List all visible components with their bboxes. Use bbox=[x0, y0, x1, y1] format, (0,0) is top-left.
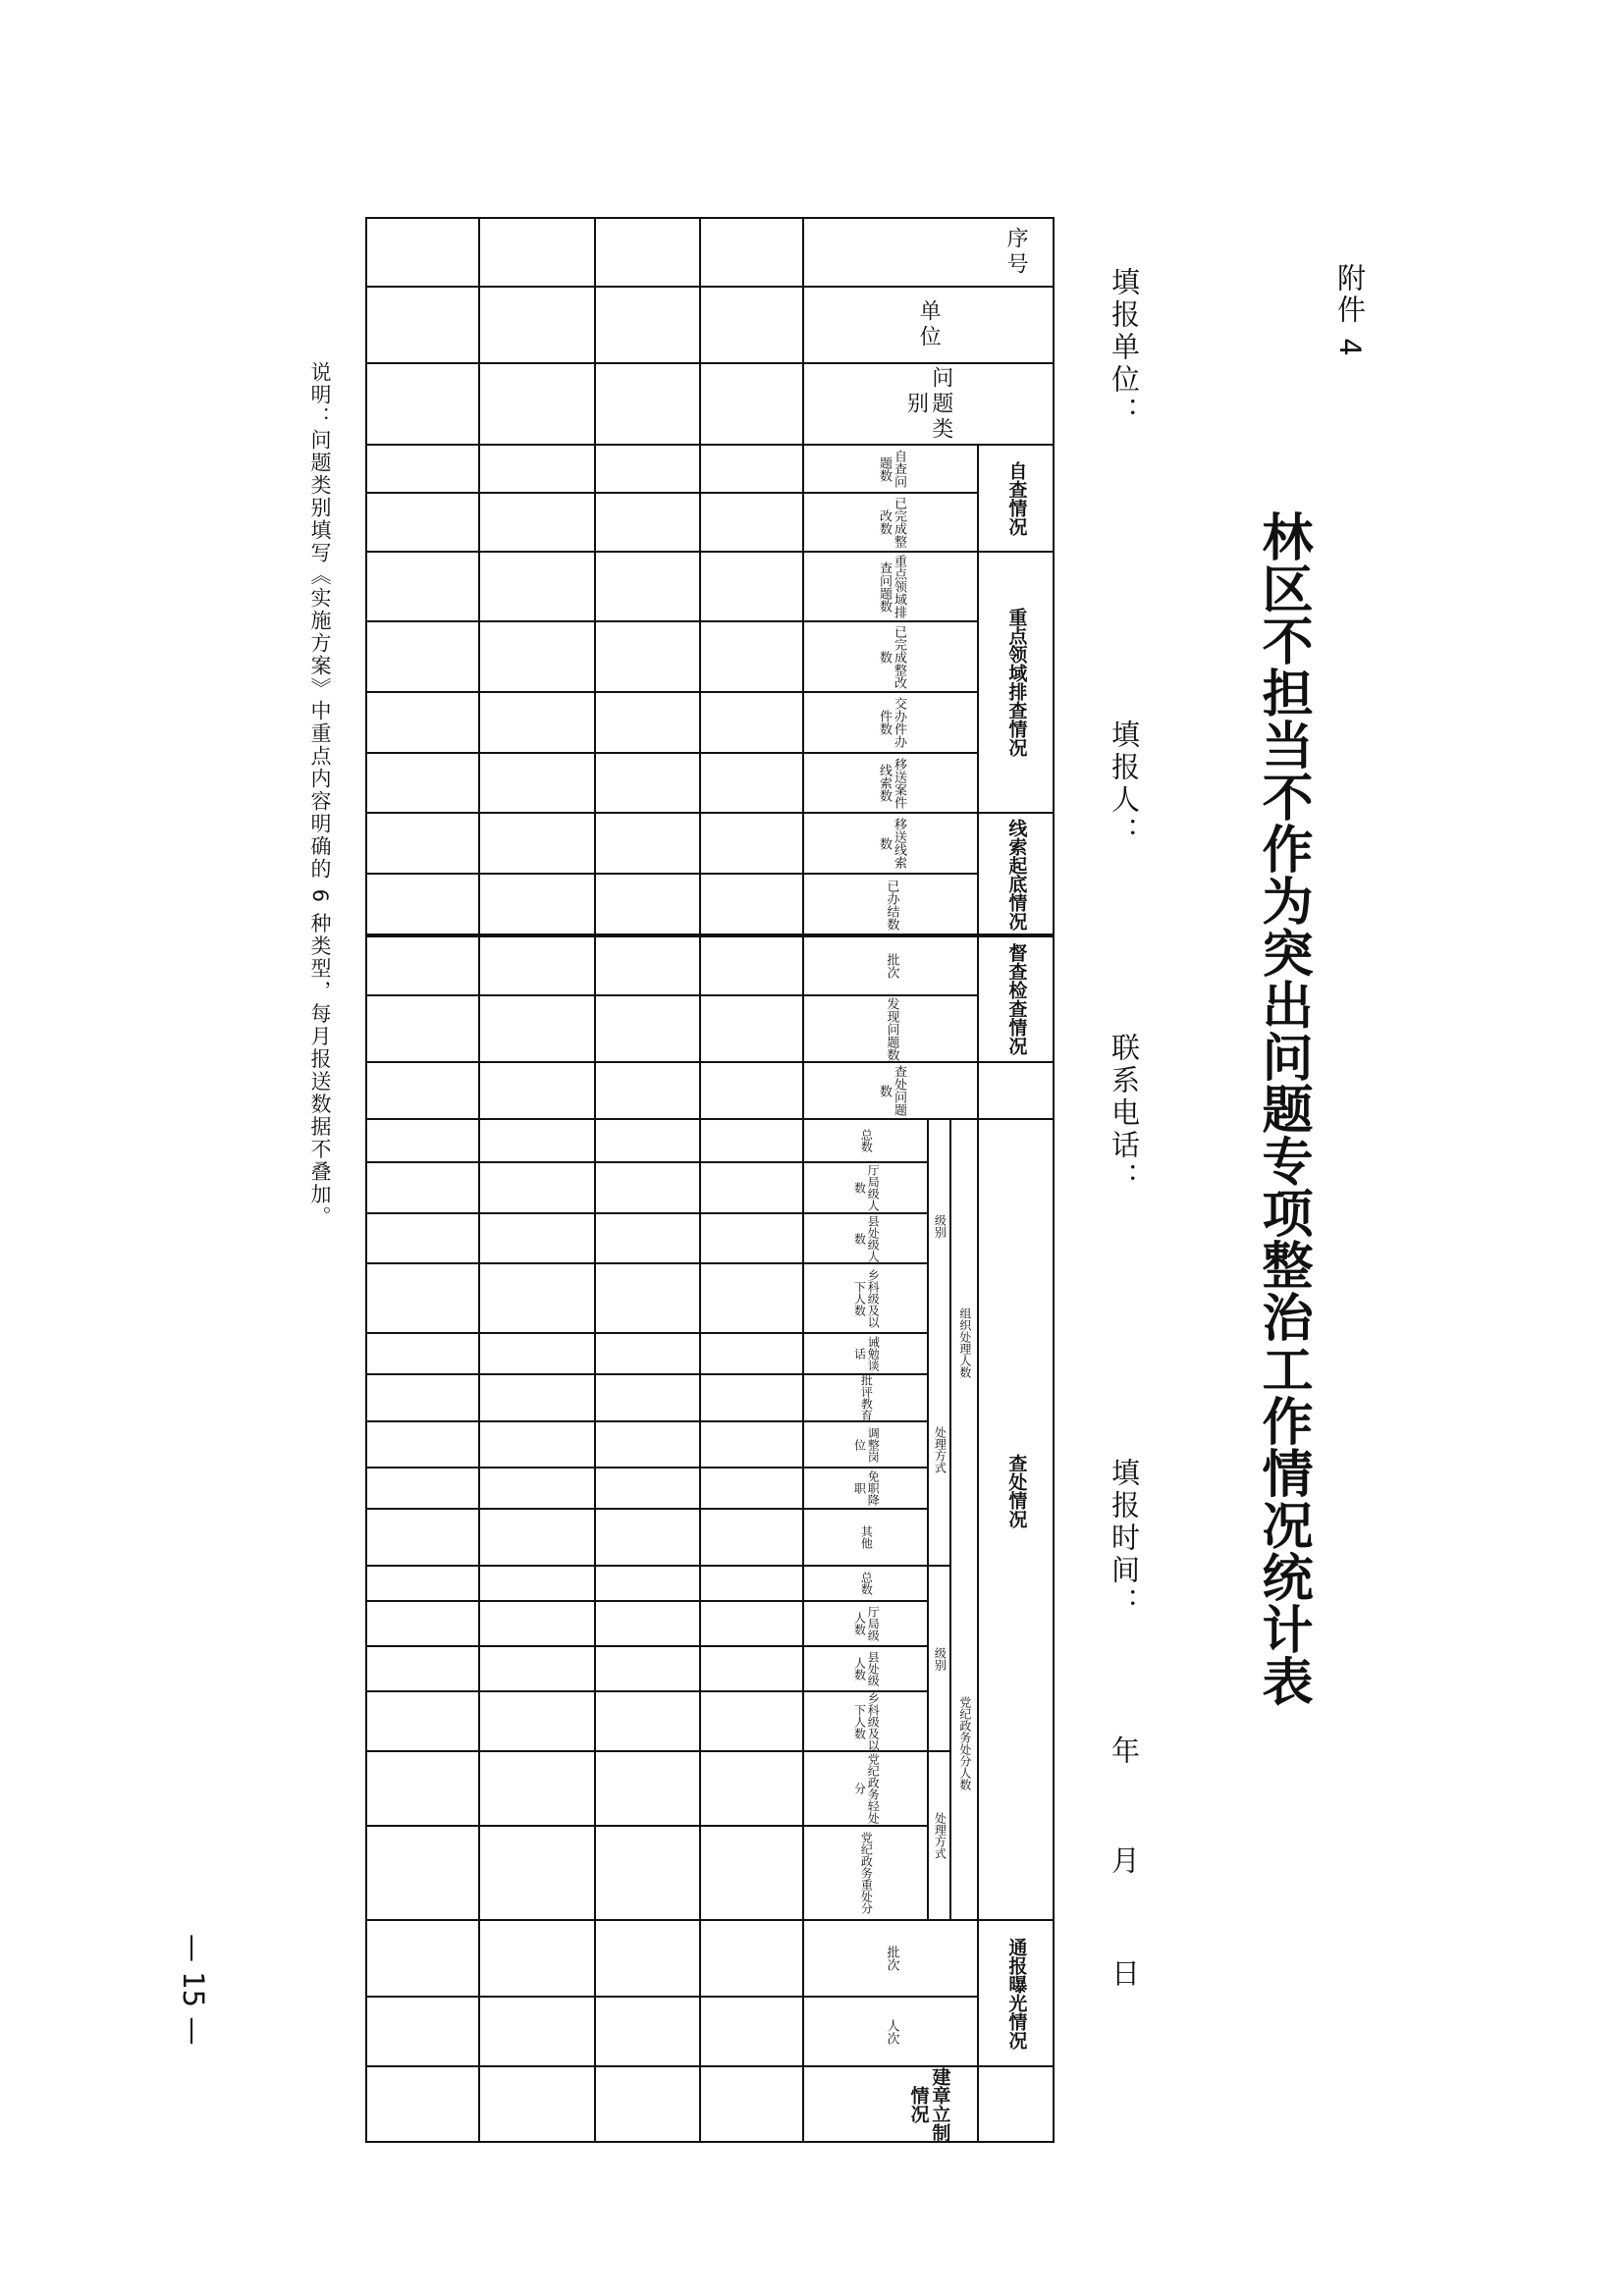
subgroup-org-people: 组织处理人数 bbox=[957, 1307, 972, 1378]
col-org-m3: 调整岗位 bbox=[852, 1426, 881, 1463]
col-disc-xiang: 乡科级及以下人数 bbox=[852, 1691, 881, 1751]
subgroup-disc-level: 级别 bbox=[933, 1646, 947, 1671]
field-filer: 填报人： bbox=[1108, 720, 1141, 849]
field-year: 年 bbox=[1108, 1735, 1141, 1764]
col-org-m4: 免职降职 bbox=[852, 1470, 881, 1506]
attachment-label: 附件 4 bbox=[1333, 263, 1367, 359]
col-self-fixed: 已完成整改数 bbox=[877, 497, 906, 548]
col-notify-people: 人次 bbox=[884, 2018, 899, 2045]
group-notify: 通报曝光情况 bbox=[1005, 1937, 1028, 2050]
col-unit: 单位 bbox=[916, 299, 942, 350]
col-key-found: 重点领域排查问题数 bbox=[877, 555, 906, 618]
col-disc-ting: 厅局级人数 bbox=[852, 1606, 881, 1641]
field-fill-time: 填报时间： bbox=[1108, 1458, 1141, 1620]
group-key-areas: 重点领域排查情况 bbox=[1005, 608, 1028, 757]
subgroup-disc-people: 党纪政务处分人数 bbox=[957, 1695, 972, 1790]
document-title: 林区不担当不作为突出问题专项整治工作情况统计表 bbox=[1253, 510, 1313, 1707]
col-org-m1: 诫勉谈话 bbox=[852, 1336, 881, 1371]
col-key-fixed: 已完成整改数 bbox=[877, 624, 906, 689]
group-inspection: 督查检查情况 bbox=[1005, 942, 1028, 1055]
group-self-check: 自查情况 bbox=[1005, 460, 1028, 536]
page-number: — 15 — bbox=[177, 1934, 210, 2046]
col-key-transfer: 移送案件线索数 bbox=[877, 757, 906, 809]
col-org-m2: 批评教育 bbox=[859, 1374, 874, 1421]
field-month: 月 bbox=[1108, 1845, 1141, 1874]
col-self-found: 自查问题数 bbox=[877, 450, 906, 488]
subgroup-org-method: 处理方式 bbox=[933, 1425, 947, 1473]
col-disc-m2: 党纪政务重处分 bbox=[859, 1832, 874, 1914]
col-inv-cases: 查处问题数 bbox=[877, 1065, 906, 1116]
col-clue-count: 移送线索数 bbox=[877, 818, 906, 869]
col-notify-batch: 批次 bbox=[884, 1946, 899, 1971]
field-phone: 联系电话： bbox=[1108, 1033, 1141, 1195]
field-day: 日 bbox=[1108, 1958, 1141, 1987]
col-org-ting: 厅局级人数 bbox=[852, 1164, 881, 1211]
group-rules: 建章立制情况 bbox=[907, 2066, 951, 2142]
col-disc-total: 总数 bbox=[859, 1572, 874, 1595]
col-key-handled: 交办件办件数 bbox=[877, 697, 906, 748]
group-investigation: 查处情况 bbox=[1005, 1454, 1028, 1528]
subgroup-org-level: 级别 bbox=[933, 1214, 947, 1238]
footnote: 说明：问题类别填写《实施方案》中重点内容明确的 6 种类型，每月报送数据不叠加。 bbox=[308, 361, 332, 1229]
field-fill-unit: 填报单位： bbox=[1108, 267, 1141, 429]
group-clue-check: 线索起底情况 bbox=[1005, 818, 1028, 931]
col-org-xiang: 乡科级及以下人数 bbox=[852, 1268, 881, 1328]
col-disc-m1: 党纪政务轻处分 bbox=[852, 1753, 881, 1824]
col-org-xian: 县处级人数 bbox=[852, 1214, 881, 1262]
col-category: 问题类别 bbox=[903, 365, 953, 443]
col-insp-batch: 批次 bbox=[884, 952, 899, 979]
col-serial: 序号 bbox=[1003, 227, 1029, 278]
col-disc-xian: 县处级人数 bbox=[852, 1651, 881, 1686]
col-insp-found: 发现问题数 bbox=[884, 996, 899, 1061]
col-org-m5: 其他 bbox=[859, 1525, 874, 1549]
col-clue-done: 已办结数 bbox=[884, 879, 899, 931]
col-org-total: 总数 bbox=[859, 1129, 874, 1152]
subgroup-disc-method: 处理方式 bbox=[933, 1812, 947, 1859]
